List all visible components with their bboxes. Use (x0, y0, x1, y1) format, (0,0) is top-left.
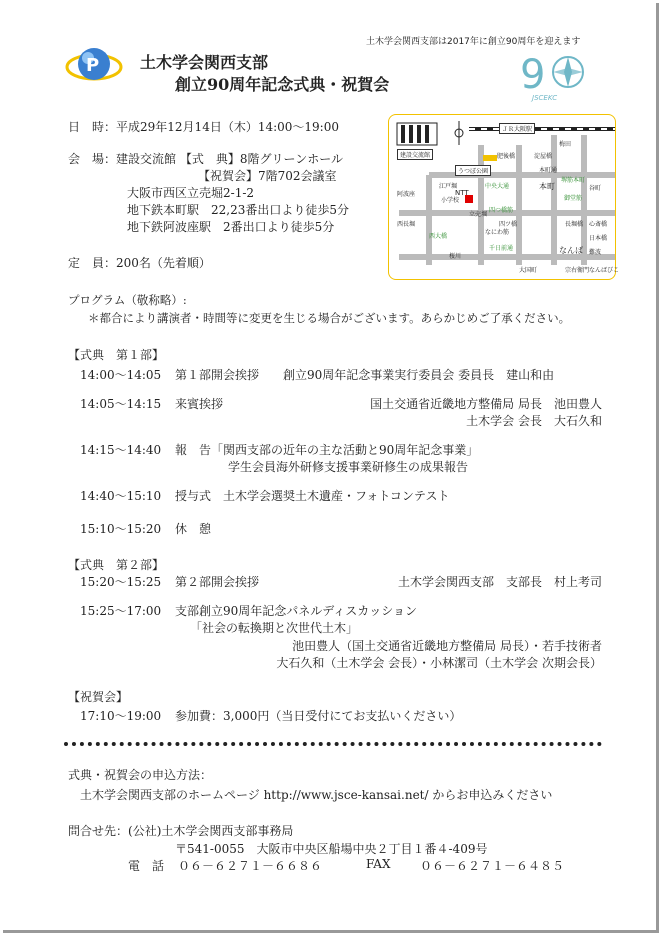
map-umeda: 梅田 (559, 141, 572, 148)
fax-label: FAX (366, 857, 391, 871)
venue-line2: 【祝賀会】7階702会議室 (198, 169, 337, 183)
row-text: 第１部開会挨拶 創立90周年記念事業実行委員会 委員長 建山和由 (175, 368, 555, 382)
part1-heading: 【式典 第１部】 (68, 348, 165, 362)
map-label: 谷町 (589, 185, 602, 192)
row-time: 15:10〜15:20 (80, 522, 162, 536)
row-time: 14:15〜14:40 (80, 443, 162, 457)
logo-90-text: JSCEKC (532, 94, 558, 102)
capacity-value: 200名（先着順） (116, 256, 211, 270)
row-time: 14:00〜14:05 (80, 368, 162, 382)
map-label: なにわ筋 (485, 229, 510, 236)
party-time: 17:10〜19:00 (80, 709, 162, 723)
map-label: 西大橋 (429, 233, 448, 240)
anniversary-90-logo (520, 50, 590, 102)
contact-org: (公社)土木学会関西支部事務局 (128, 824, 294, 838)
map-label: 心斎橋 (589, 221, 608, 228)
venue-address: 大阪市西区立売堀2-1-2 (127, 186, 255, 200)
anniversary-note: 土木学会関西支部は2017年に創立90周年を迎えます (366, 37, 581, 47)
party-text: 参加費：3,000円（当日受付にてお支払いください） (175, 709, 462, 723)
row-text: 報 告「関西支部の近年の主な活動と90周年記念事業」 (175, 443, 479, 457)
map-label: 四ツ橋 (499, 221, 518, 228)
venue-access-1: 地下鉄本町駅 22,23番出口より徒歩5分 (127, 203, 349, 217)
map-label: 本町通 (539, 167, 558, 174)
map-label: 江戸堀 (439, 183, 458, 190)
svg-text:P: P (86, 55, 100, 76)
venue-label: 会 場： (68, 152, 117, 166)
row-right-1: 国土交通省近畿地方整備局 局長 池田豊人 (370, 397, 602, 411)
venue-access-2: 地下鉄阿波座駅 2番出口より徒歩5分 (127, 220, 335, 234)
map-jr-station: ＪＲ大阪駅 (499, 123, 535, 134)
capacity-label: 定 員： (68, 256, 117, 270)
map-label: 大国町 (519, 267, 538, 274)
map-label: 桜川 (449, 253, 462, 260)
jsce-globe-logo (64, 42, 124, 90)
part2-heading: 【式典 第２部】 (68, 558, 165, 572)
svg-text:9: 9 (520, 52, 546, 98)
map-label: 日本橋 (589, 235, 608, 242)
party-heading: 【祝賀会】 (68, 690, 129, 704)
map-label: なんばびこ (589, 267, 620, 274)
map-ntt: NTT (455, 189, 469, 197)
row-text-2: 学生会員海外研修支援事業研修生の成果報告 (228, 460, 469, 474)
venue-map (388, 114, 620, 280)
fax-number: ０６－６２７１－６４８５ (420, 859, 565, 873)
row-text: 休 憩 (175, 522, 212, 536)
row-right-1: 土木学会関西支部 支部長 村上考司 (397, 575, 602, 589)
map-namba: なんば (559, 246, 583, 255)
application-heading: 式典・祝賀会の申込方法： (68, 768, 213, 782)
map-label: 宗右衛門 (565, 267, 590, 274)
map-label: 肥後橋 (497, 153, 516, 160)
program-note: ＊都合により講演者・時間等に変更を生じる場合がございます。あらかじめご了承ください。 (88, 311, 571, 325)
map-label: 千日前通 (489, 245, 514, 252)
row-time: 14:40〜15:10 (80, 489, 162, 503)
application-text: 土木学会関西支部のホームページ http://www.jsce-kansai.net/ からお申込みください (80, 788, 553, 802)
row-text: 支部創立90周年記念パネルディスカッション (175, 604, 417, 618)
phone-number: ０６－６２７１－６６８６ (178, 859, 323, 873)
contact-label: 問合せ先： (68, 824, 129, 838)
contact-address: 〒541-0055 大阪市中央区船場中央２丁目１番４-409号 (175, 842, 488, 856)
row-text: 第２部開会挨拶 (175, 575, 260, 589)
program-heading: プログラム（敬称略）: (68, 293, 187, 307)
row-right-2: 土木学会 会長 大石久和 (466, 414, 602, 428)
venue-line1: 建設交流館 【式 典】8階グリーンホール (116, 152, 343, 166)
phone-label: 電 話 (128, 859, 165, 873)
map-label: 立売堀 (469, 211, 488, 218)
row-text-2: 「社会の転換期と次世代土木」 (190, 621, 359, 635)
page-title: 創立90周年記念式典・祝賀会 (175, 75, 390, 94)
date-value: 平成29年12月14日（木）14:00〜19:00 (116, 120, 339, 134)
map-label: 阿波座 (397, 191, 416, 198)
row-text: 授与式 土木学会選奨土木遺産・フォトコンテスト (175, 489, 450, 503)
map-label: 小学校 (441, 197, 460, 204)
divider (64, 742, 602, 746)
map-label: 御堂筋 (564, 195, 583, 202)
map-label: 四つ橋筋 (489, 207, 514, 214)
row-line-3: 池田豊人（国土交通省近畿地方整備局 局長）・若手技術者 (292, 639, 602, 653)
org-name: 土木学会関西支部 (140, 53, 269, 72)
map-label: 長堀橋 (565, 221, 584, 228)
row-time: 15:25〜17:00 (80, 604, 162, 618)
map-label: 堺筋本町 (561, 177, 586, 184)
map-honmachi: 本町 (539, 182, 555, 191)
map-label: 西長堀 (397, 221, 416, 228)
map-utsubo: うつぼ公園 (455, 165, 491, 176)
map-label: 淀屋橋 (534, 153, 553, 160)
map-label: 難波 (589, 249, 602, 256)
row-time: 15:20〜15:25 (80, 575, 162, 589)
map-label: 中央大通 (485, 183, 510, 190)
row-text: 来賓挨拶 (175, 397, 224, 411)
map-venue: 建設交流館 (397, 149, 433, 160)
row-line-4: 大石久和（土木学会 会長）・小林潔司（土木学会 次期会長） (276, 656, 602, 670)
date-label: 日 時： (68, 120, 117, 134)
row-time: 14:05〜14:15 (80, 397, 162, 411)
